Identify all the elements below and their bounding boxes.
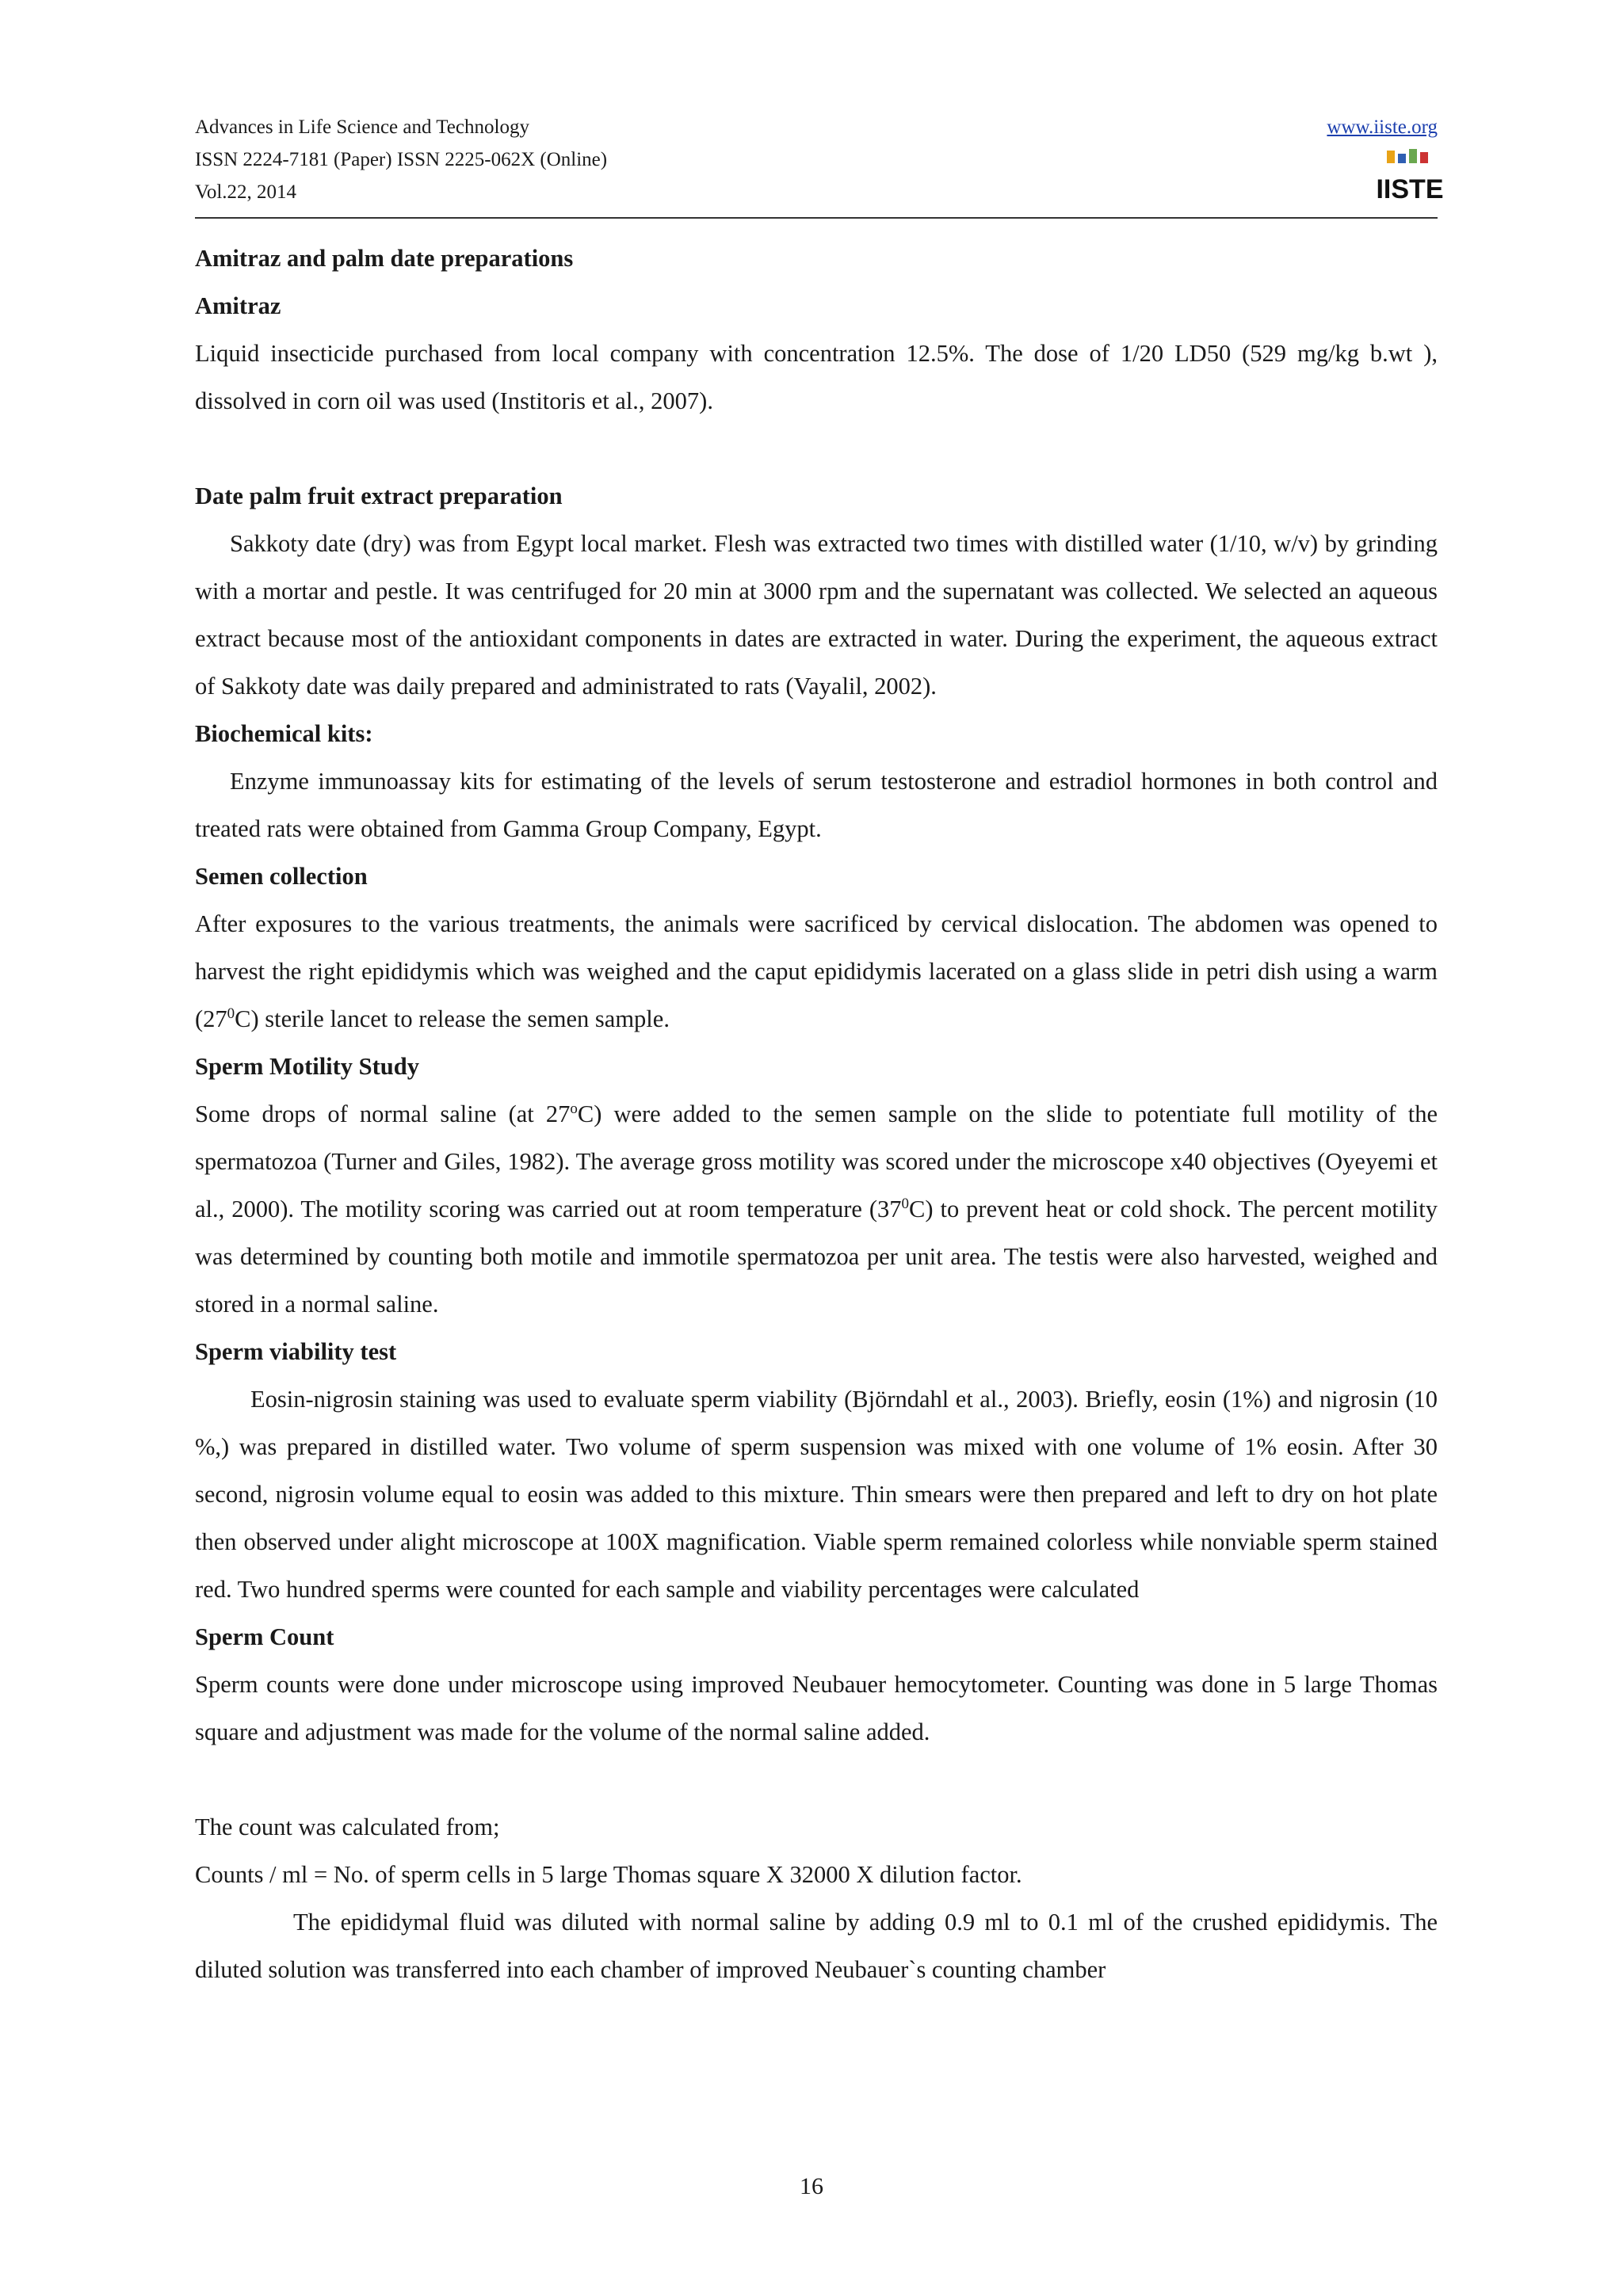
semen-superscript: 0 [227,1005,235,1022]
semen-paragraph [195,900,1438,1043]
logo-bar-2 [1398,154,1406,163]
journal-name: Advances in Life Science and Technology [195,116,529,138]
count-heading: Sperm Count [195,1623,334,1650]
logo-bar-1 [1387,151,1395,163]
date-palm-paragraph: Sakkoty date (dry) was from Egypt local market. Flesh was extracted two times with distilled water (1/10, w/v) by grinding with a mortar and pestle. It was centrifuged for 20 min at 3000 rpm and the supernatant was collected. We selected an aqueous extract because most of the antioxidant components in dates are extracted in water. During the experiment, the aqueous extract of Sakkoty date was daily prepared and administrated to rats (Vayalil, 2002). [195,530,1438,700]
logo-bar-4 [1420,152,1428,163]
viability-heading: Sperm viability test [195,1338,397,1365]
amitraz-heading: Amitraz [195,292,281,319]
journal-issn: ISSN 2224-7181 (Paper) ISSN 2225-062X (Online) [195,149,608,170]
motility-text-a: Some drops of normal saline (at 27 [195,1100,571,1127]
viability-paragraph: Eosin-nigrosin staining was used to evaluate sperm viability (Björndahl et al., 2003). Briefly, eosin (1%) and nigrosin (10 %,) was prepared in distilled water. Two volume of sperm suspension was mixed with one volume of 1% eosin. After 30 second, nigrosin volume equal to eosin was added to this mixture. Thin smears were then prepared and left to dry on hot plate then observed under alight microscope at 100X magnification. Viable sperm remained colorless while nonviable sperm stained red. Two hundred sperms were counted for each sample and viability percentages were calculated [195,1386,1438,1603]
page-number: 16 [800,2173,823,2199]
semen-text-a: After exposures to the various treatments, the animals were sacrificed by cervical dislocation. The abdomen was opened to harvest the right epididymis which was weighed and the caput epididymis lacerated on a glass slide in petri dish using a warm (27 [195,910,1438,1032]
journal-volume: Vol.22, 2014 [195,181,297,203]
preparations-heading: Amitraz and palm date preparations [195,245,574,272]
motility-superscript-b: 0 [901,1195,910,1212]
count-paragraph: Sperm counts were done under microscope using improved Neubauer hemocytometer. Counting was done in 5 large Thomas square and adjustment was made for the volume of the normal saline added. [195,1671,1438,1745]
article-body [195,235,1438,1993]
count-formula: Counts / ml = No. of sperm cells in 5 large Thomas square X 32000 X dilution factor. [195,1861,1022,1888]
header-rule [195,217,1438,219]
amitraz-paragraph: Liquid insecticide purchased from local company with concentration 12.5%. The dose of 1/20 LD50 (529 mg/kg b.wt ), dissolved in corn oil was used (Institoris et al., 2007). [195,340,1438,414]
spacer [195,425,1438,472]
biochemical-paragraph: Enzyme immunoassay kits for estimating of the levels of serum testosterone and estradiol hormones in both control and treated rats were obtained from Gamma Group Company, Egypt. [195,768,1438,842]
biochemical-heading: Biochemical kits: [195,720,373,747]
semen-text-b: C) sterile lancet to release the semen sample. [235,1005,670,1032]
logo-bar-3 [1409,149,1417,163]
journal-header [195,111,1444,215]
motility-text-b: C) were added to the semen sample on the slide to potentiate full motility of the spermatozoa (Turner and Giles, 1982). The average gross motility was scored under the microscope x40 objectives (Oyeyemi et al., 2000). The motility scoring was carried out at room temperature (37 [195,1100,1438,1222]
motility-superscript-a: o [570,1100,578,1117]
semen-heading: Semen collection [195,863,368,890]
motility-heading: Sperm Motility Study [195,1053,419,1080]
logo-text: IISTE [1376,174,1444,204]
dilution-paragraph: The epididymal fluid was diluted with normal saline by adding 0.9 ml to 0.1 ml of the crushed epididymis. The diluted solution was transferred into each chamber of improved Neubauer`s counting chamber [195,1909,1438,1983]
date-palm-heading: Date palm fruit extract preparation [195,482,563,509]
spacer [195,1756,1438,1803]
motility-paragraph [195,1090,1438,1328]
iiste-logo-icon [1376,147,1444,209]
journal-website-link[interactable]: www.iiste.org [1327,116,1438,138]
motility-text-c: C) to prevent heat or cold shock. The percent motility was determined by counting both motile and immotile spermatozoa per unit area. The testis were also harvested, weighed and stored in a normal saline. [195,1196,1438,1318]
count-calc-intro: The count was calculated from; [195,1814,500,1840]
